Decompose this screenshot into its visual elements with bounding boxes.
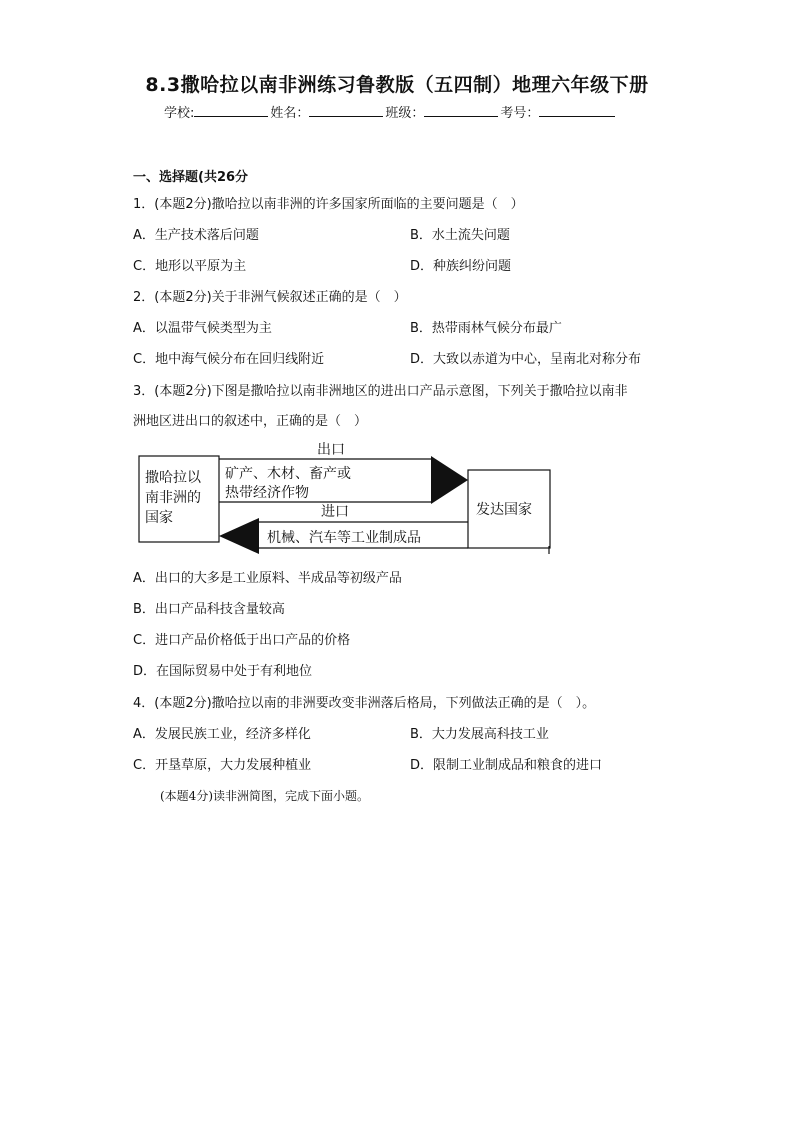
q3-option-c: C．进口产品价格低于出口产品的价格 [133,633,351,648]
import-arrowhead [219,518,259,554]
import-label: 进口 [321,504,349,520]
import-goods: 机械、汽车等工业制成品 [267,530,421,546]
q1-option-a: A．生产技术落后问题 [133,228,259,243]
q1-option-b: B．水土流失问题 [410,228,510,243]
q4-option-a: A．发展民族工业，经济多样化 [133,727,311,742]
q3-stem-line2: 洲地区进出口的叙述中，正确的是（ ） [133,414,368,429]
exam-no-label: 考号： [500,106,540,121]
trade-diagram [135,440,555,558]
q3-stem-line1: 3．(本题2分)下图是撒哈拉以南非洲地区的进出口产品示意图，下列关于撒哈拉以南非 [133,384,628,399]
export-goods-line2: 热带经济作物 [225,485,309,501]
class-label: 班级： [385,106,425,121]
q2-option-a: A．以温带气候类型为主 [133,321,272,336]
q4-option-c: C．开垦草原，大力发展种植业 [133,758,312,773]
export-goods-line1: 矿产、木材、畜产或 [225,466,351,482]
school-label: 学校: [164,106,195,121]
q2-stem: 2．(本题2分)关于非洲气候叙述正确的是（ ） [133,290,407,305]
q1-option-c: C．地形以平原为主 [133,259,247,274]
q2-option-c: C．地中海气候分布在回归线附近 [133,352,325,367]
q3-option-d: D．在国际贸易中处于有利地位 [133,664,313,679]
class-blank [424,102,498,117]
export-label: 出口 [317,442,345,458]
q3-option-b: B．出口产品科技含量较高 [133,602,285,617]
q4-stem: 4．(本题2分)撒哈拉以南的非洲要改变非洲落后格局，下列做法正确的是（ ）。 [133,696,596,711]
q2-option-d: D．大致以赤道为中心，呈南北对称分布 [410,352,642,367]
q2-option-b: B．热带雨林气候分布最广 [410,321,562,336]
export-arrowhead [431,456,468,504]
left-box-line3: 国家 [145,510,173,526]
page-title: 8.3撒哈拉以南非洲练习鲁教版（五四制）地理六年级下册 [145,74,649,96]
q4-option-d: D．限制工业制成品和粮食的进口 [410,758,603,773]
q5-note: (本题4分)读非洲简图，完成下面小题。 [160,789,369,803]
name-blank [309,102,383,117]
q3-option-a: A．出口的大多是工业原料、半成品等初级产品 [133,571,402,586]
left-box-line2: 南非洲的 [145,490,201,506]
right-box-label: 发达国家 [476,502,532,518]
student-info-row [164,102,617,121]
school-blank [194,102,268,117]
exam-no-blank [539,102,615,117]
q1-option-d: D．种族纠纷问题 [410,259,512,274]
q4-option-b: B．大力发展高科技工业 [410,727,549,742]
left-box-line1: 撒哈拉以 [145,470,201,486]
q1-stem: 1．(本题2分)撒哈拉以南非洲的许多国家所面临的主要问题是（ ） [133,197,524,212]
name-label: 姓名： [270,106,310,121]
section-title: 一、选择题(共26分 [133,170,249,185]
